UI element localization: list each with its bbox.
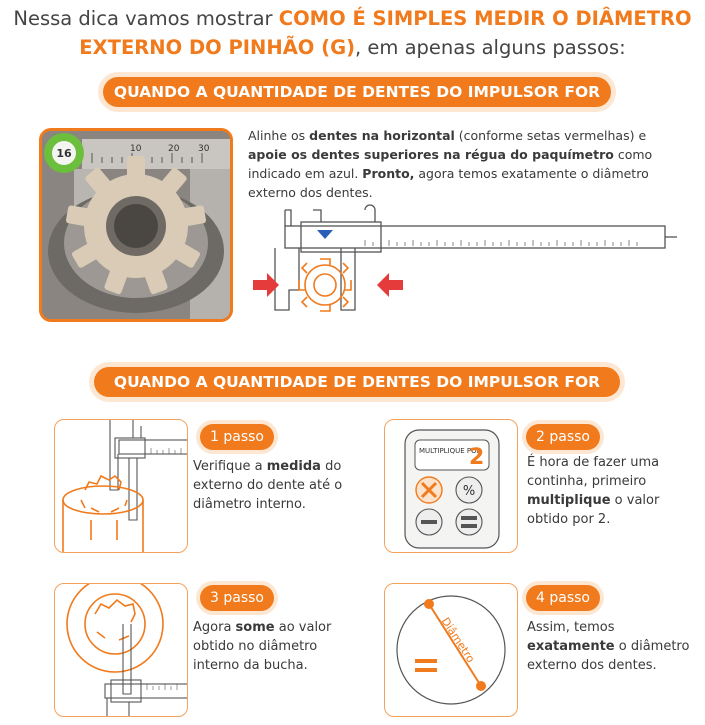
- step2-t2: o valor obtido por 2.: [527, 493, 660, 527]
- banner-odd-text: QUANDO A QUANTIDADE DE DENTES DO IMPULSOR FOR: [113, 373, 601, 391]
- intro-highlight-1: COMO É SIMPLES MEDIR O DIÂMETRO: [278, 7, 692, 30]
- even-desc-b3: Pronto,: [362, 166, 415, 181]
- step1-illustration: [54, 419, 188, 553]
- step4-t1: Assim, temos: [527, 620, 615, 635]
- caliper-diagram: [245, 190, 685, 330]
- even-desc-t1: Alinhe os: [248, 128, 310, 143]
- diameter-label: Diâmetro: [438, 615, 478, 666]
- photo-ruler-20: 20: [168, 144, 180, 154]
- pinion-photo: [39, 128, 233, 322]
- step3-text: [193, 618, 363, 675]
- banner-even-text: QUANDO A QUANTIDADE DE DENTES DO IMPULSOR FOR: [113, 83, 601, 101]
- step3-illustration: [54, 583, 188, 717]
- banner-odd-emph: IMPAR: [326, 403, 382, 421]
- calculator-label-text: MULTIPLIQUE POR: [419, 447, 482, 455]
- even-desc-t3: como indicado em azul.: [248, 147, 653, 181]
- step4-text: [527, 618, 697, 675]
- photo-ruler-10: 10: [130, 144, 142, 154]
- calculator-digit: 2: [469, 445, 485, 470]
- step4-badge: 4 passo: [526, 585, 600, 611]
- step4-t2: o diâmetro externo dos dentes.: [527, 639, 690, 673]
- even-desc-t2: (conforme setas vermelhas) e: [454, 128, 647, 143]
- intro-part1: Nessa dica vamos mostrar: [13, 7, 279, 30]
- pinion-photo-drawing: [42, 131, 230, 319]
- step4-illustration: [384, 583, 518, 717]
- step3-t2: ao valor obtido no diâmetro interno da bucha.: [193, 620, 332, 673]
- step2-badge: 2 passo: [526, 424, 600, 450]
- step2-text: [527, 453, 697, 529]
- banner-odd: [94, 367, 620, 421]
- even-desc-b2: apoie os dentes superiores na régua do paquímetro: [248, 147, 614, 162]
- step1-t2: do externo do dente até o diâmetro interno.: [193, 459, 343, 512]
- svg-text:%: %: [462, 484, 476, 499]
- even-desc-t4: agora temos exatamente o diâmetro externo dos dentes.: [248, 166, 649, 200]
- intro-highlight-2: EXTERNO DO PINHÃO (G): [79, 36, 355, 59]
- step3-badge: 3 passo: [200, 585, 274, 611]
- banner-even-end: .: [371, 113, 378, 131]
- sticker-number: 16: [56, 147, 72, 160]
- intro-part2: , em apenas alguns passos:: [355, 36, 626, 59]
- step1-b1: medida: [266, 459, 321, 474]
- step1-text: [193, 457, 363, 514]
- step3-b1: some: [235, 620, 275, 635]
- step2-b1: multiplique: [527, 493, 611, 508]
- step4-b1: exatamente: [527, 639, 615, 654]
- step2-illustration: [384, 419, 518, 553]
- step2-t1: É hora de fazer uma continha, primeiro: [527, 455, 660, 489]
- banner-odd-end: .: [381, 403, 388, 421]
- photo-ruler-30: 30: [198, 144, 210, 154]
- step1-t1: Verifique a: [193, 459, 267, 474]
- step1-badge: 1 passo: [200, 424, 274, 450]
- step3-t1: Agora: [193, 620, 236, 635]
- banner-even-emph: PAR: [336, 113, 372, 131]
- intro-heading: [0, 4, 705, 62]
- banner-even: [103, 77, 611, 131]
- even-desc-b1: dentes na horizontal: [309, 128, 455, 143]
